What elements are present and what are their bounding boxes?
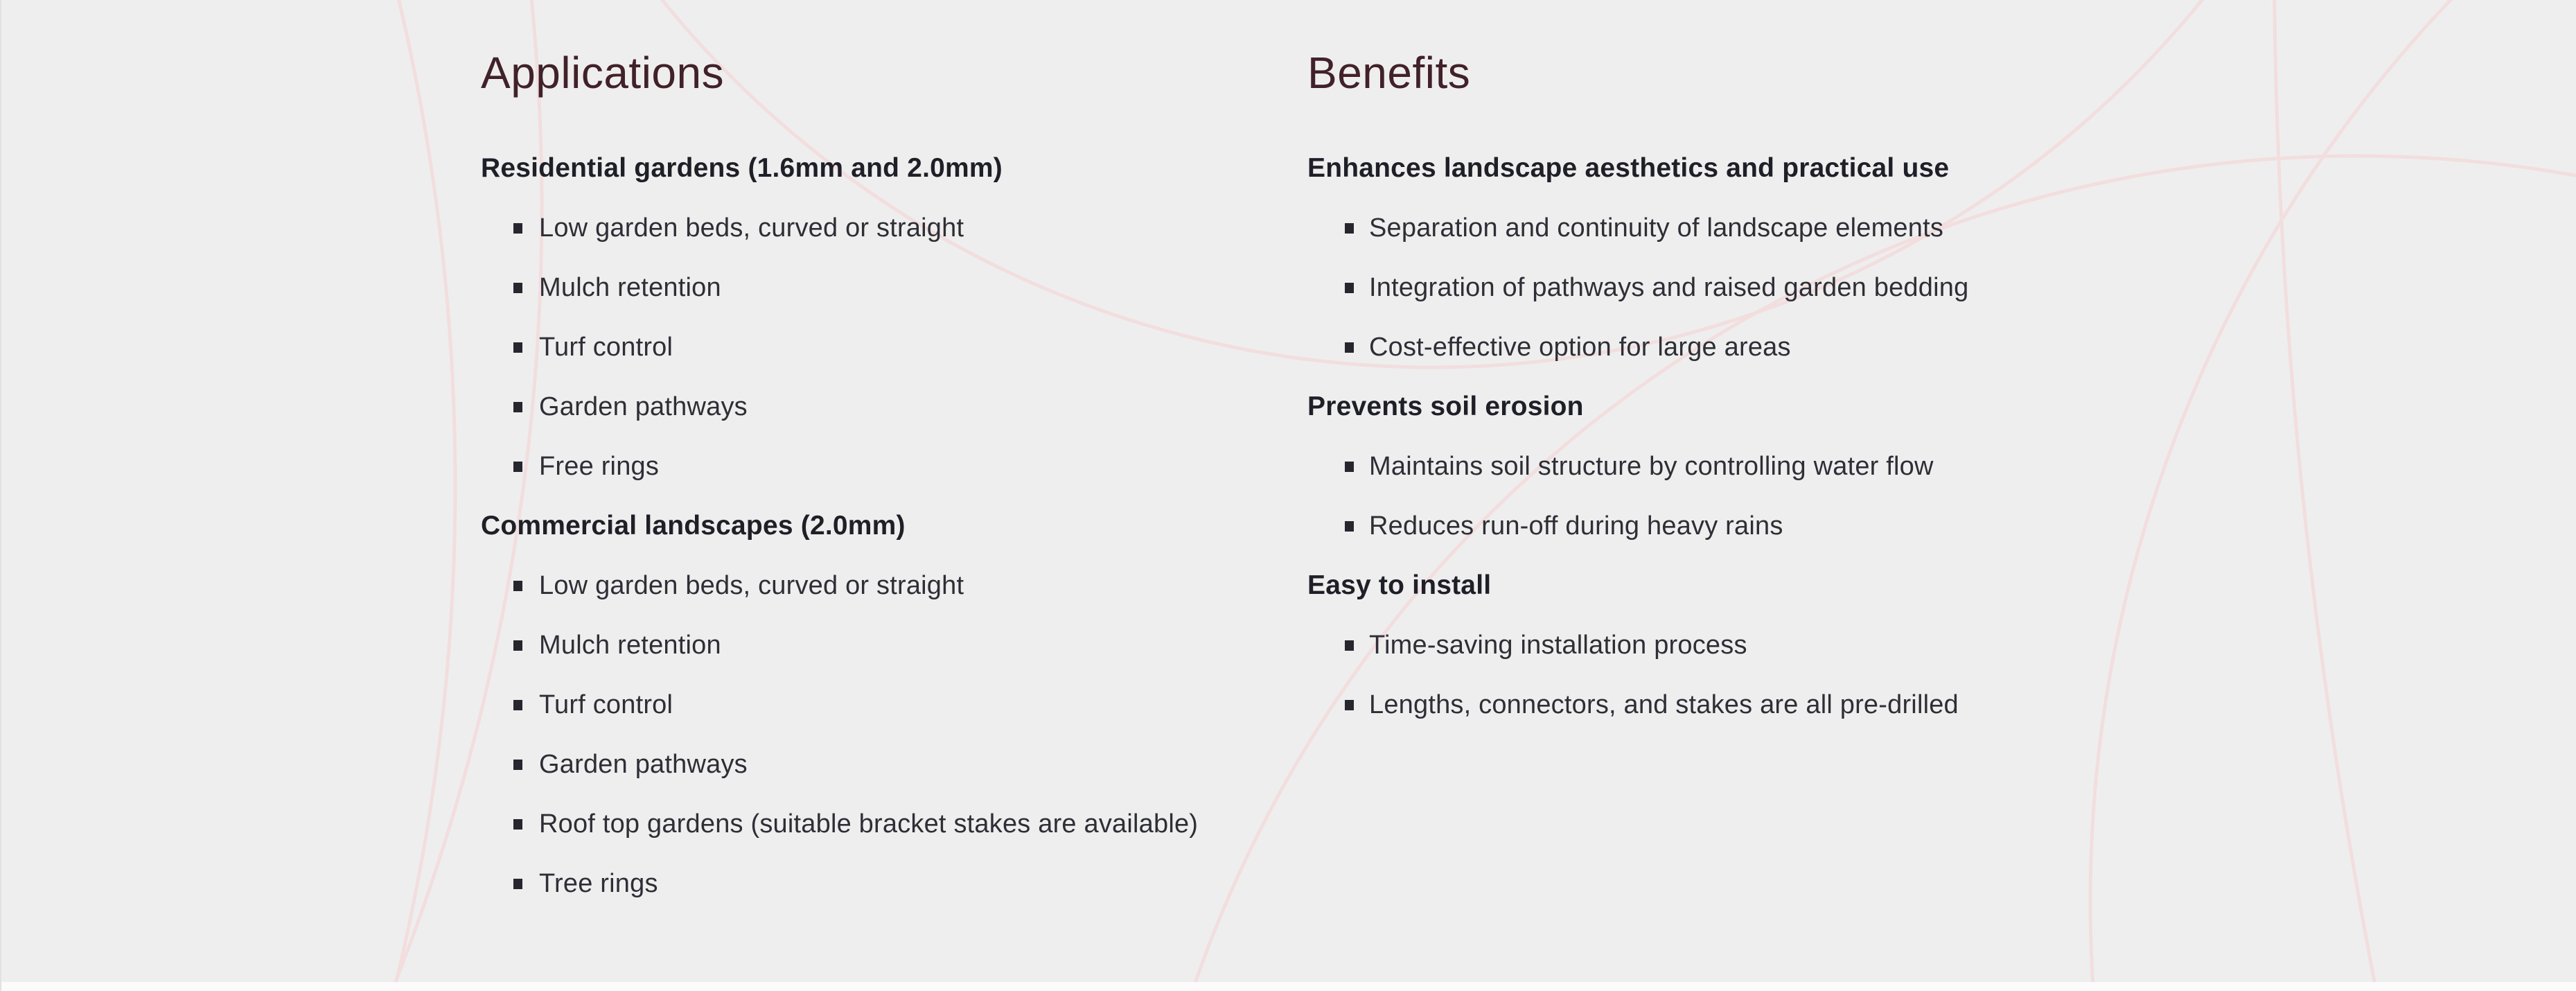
list-item-text: Time-saving installation process (1369, 630, 1747, 660)
list-item (1307, 496, 2277, 556)
square-bullet-icon (513, 462, 522, 472)
square-bullet-icon (513, 879, 522, 889)
section-heading: Residential gardens (1.6mm and 2.0mm) (481, 153, 1003, 184)
square-bullet-icon (1345, 640, 1354, 651)
square-bullet-icon (1345, 283, 1354, 293)
list-item-text: Free rings (539, 451, 660, 481)
list-item-text: Cost-effective option for large areas (1369, 332, 1791, 362)
list-item (481, 556, 1257, 615)
square-bullet-icon (513, 283, 522, 293)
square-bullet-icon (1345, 521, 1354, 532)
list-item-text: Integration of pathways and raised garden bedding (1369, 272, 1969, 302)
section-heading-row (1307, 139, 2277, 198)
list-item (1307, 317, 2277, 377)
list-item-text: Mulch retention (539, 630, 721, 660)
list-item (481, 198, 1257, 258)
list-item-text: Turf control (539, 690, 673, 719)
benefits-column (1307, 49, 2277, 735)
list-item (481, 258, 1257, 317)
square-bullet-icon (513, 581, 522, 591)
list-item (481, 854, 1257, 913)
list-item-text: Separation and continuity of landscape elements (1369, 213, 1944, 243)
square-bullet-icon (1345, 223, 1354, 234)
applications-title: Applications (481, 48, 725, 98)
list-item-text: Lengths, connectors, and stakes are all pre-drilled (1369, 690, 1959, 719)
section-heading: Easy to install (1307, 570, 1492, 601)
section-heading: Enhances landscape aesthetics and practical use (1307, 153, 1950, 184)
list-item (1307, 258, 2277, 317)
list-item-text: Low garden beds, curved or straight (539, 213, 964, 243)
applications-column (481, 49, 1257, 913)
list-item-text: Mulch retention (539, 272, 721, 302)
list-item-text: Reduces run-off during heavy rains (1369, 511, 1783, 541)
square-bullet-icon (1345, 700, 1354, 710)
list-item (1307, 198, 2277, 258)
list-item-text: Low garden beds, curved or straight (539, 570, 964, 600)
list-item (481, 615, 1257, 675)
square-bullet-icon (513, 640, 522, 651)
square-bullet-icon (513, 760, 522, 770)
square-bullet-icon (513, 402, 522, 412)
square-bullet-icon (513, 700, 522, 710)
list-item-text: Garden pathways (539, 392, 748, 421)
square-bullet-icon (1345, 342, 1354, 353)
list-item (481, 675, 1257, 735)
section-heading: Commercial landscapes (2.0mm) (481, 511, 906, 541)
list-item (481, 317, 1257, 377)
list-item-text: Turf control (539, 332, 673, 362)
list-item (1307, 437, 2277, 496)
next-section-edge (1, 982, 2576, 991)
list-item-text: Roof top gardens (suitable bracket stakes are available) (539, 809, 1199, 839)
list-item-text: Garden pathways (539, 749, 748, 779)
list-item (481, 794, 1257, 854)
list-item (481, 437, 1257, 496)
square-bullet-icon (513, 342, 522, 353)
list-item-text: Maintains soil structure by controlling water flow (1369, 451, 1934, 481)
section-heading-row (481, 139, 1257, 198)
list-item (1307, 615, 2277, 675)
list-item (481, 735, 1257, 794)
section-heading-row (1307, 556, 2277, 615)
benefits-title: Benefits (1307, 48, 1471, 98)
square-bullet-icon (513, 223, 522, 234)
section-heading: Prevents soil erosion (1307, 392, 1584, 422)
square-bullet-icon (513, 819, 522, 830)
square-bullet-icon (1345, 462, 1354, 472)
list-item-text: Tree rings (539, 868, 658, 898)
list-item (481, 377, 1257, 437)
list-item (1307, 675, 2277, 735)
section-heading-row (481, 496, 1257, 556)
section-heading-row (1307, 377, 2277, 437)
